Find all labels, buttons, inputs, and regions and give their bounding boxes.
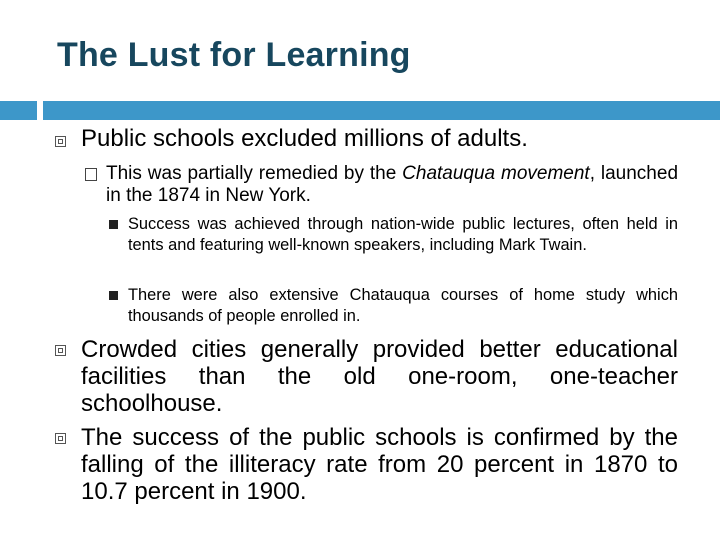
filled-square-bullet-icon (109, 291, 118, 300)
hollow-square-bullet-icon (55, 136, 66, 147)
hollow-square-bullet-icon (55, 433, 66, 444)
slide-title: The Lust for Learning (57, 36, 411, 74)
bullet-text-crowded-cities: Crowded cities generally provided better educational facilities than the old one-room, one-teacher schoolhouse. (81, 336, 678, 417)
chatauqua-text-after: , launched in the 1874 in New York. (106, 163, 679, 206)
title-accent-bar-right (43, 101, 720, 120)
hollow-square-bullet-icon (55, 345, 66, 356)
filled-square-bullet-icon (109, 220, 118, 229)
bullet-text-chatauqua-movement (106, 163, 678, 207)
chatauqua-text-before: This was partially remedied by the (106, 163, 403, 184)
bullet-text-home-study: There were also extensive Chatauqua courses of home study which thousands of people enrolled in. (128, 286, 678, 325)
chatauqua-emphasis: Chatauqua movement (402, 163, 590, 184)
title-accent-bar-left (0, 101, 37, 120)
bullet-text-lectures: Success was achieved through nation-wide public lectures, often held in tents and featuring well-known speakers, including Mark Twain. (128, 215, 678, 254)
bullet-text-public-schools: Public schools excluded millions of adults. (81, 125, 528, 152)
hollow-box-bullet-icon (85, 168, 97, 181)
bullet-text-illiteracy-rate: The success of the public schools is confirmed by the falling of the illiteracy rate from 20 percent in 1870 to 10.7 percent in 1900. (81, 424, 678, 505)
